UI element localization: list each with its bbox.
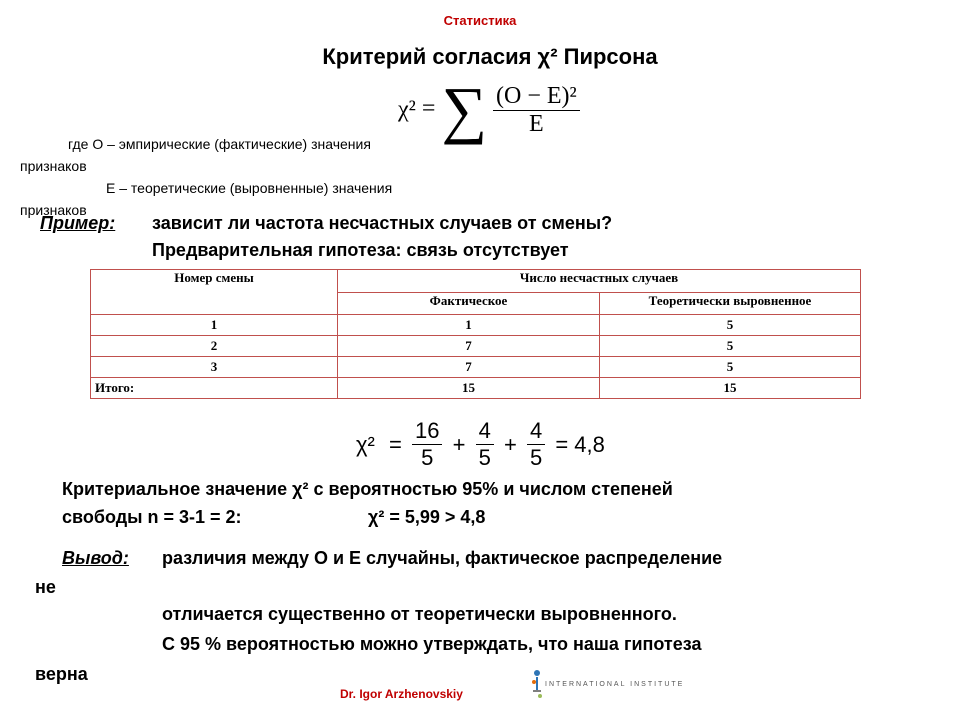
chi-square-calculation <box>352 418 609 471</box>
table-row <box>91 315 861 336</box>
cell-total-theoretical: 15 <box>600 378 861 399</box>
calc-result: = 4,8 <box>555 431 605 457</box>
example-question: зависит ли частота несчастных случаев от смены? <box>152 213 613 233</box>
subheader-theoretical: Теоретически выровненное <box>600 292 861 315</box>
conclusion-line-1: различия между O и E случайны, фактическое распределение <box>162 548 723 568</box>
example-label-text: Пример: <box>40 213 116 233</box>
formula-denominator: E <box>529 110 544 137</box>
subheader-actual: Фактическое <box>338 292 600 315</box>
term-3-denominator: 5 <box>529 445 543 470</box>
slide-title: Критерий согласия χ² Пирсона <box>322 44 658 69</box>
formula-equals: = <box>421 95 436 122</box>
cell-theoretical: 5 <box>600 336 861 357</box>
chi-square-formula <box>398 74 580 150</box>
term-1-numerator: 16 <box>412 418 442 445</box>
table-row <box>91 357 861 378</box>
definition-o-line1: где O – эмпирические (фактические) значения <box>68 136 371 152</box>
definition-e-line1: E – теоретические (выровненные) значения <box>106 180 393 196</box>
logo-text: INTERNATIONAL INSTITUTE <box>545 681 685 688</box>
cell-total-label: Итого: <box>91 378 338 399</box>
critical-line-2b: χ² = 5,99 > 4,8 <box>368 507 486 527</box>
cell-shift: 2 <box>91 336 338 357</box>
table-total-row <box>91 378 861 399</box>
critical-line-1: Критериальное значение χ² с вероятностью 95% и числом степеней <box>62 479 673 499</box>
critical-line-2a: свободы n = 3-1 = 2: <box>62 507 242 527</box>
logo-figure-icon <box>530 668 544 704</box>
table-row <box>91 336 861 357</box>
conclusion-line-1b: не <box>35 577 56 597</box>
definition-o-line2: признаков <box>20 158 87 174</box>
calc-plus-1: + <box>452 431 466 457</box>
calc-term-3 <box>527 418 545 471</box>
conclusion-label-text: Вывод: <box>62 548 129 568</box>
formula-lhs: χ² <box>398 96 416 123</box>
cell-actual: 7 <box>338 357 600 378</box>
calc-plus-2: + <box>503 431 517 457</box>
header-label: Статистика <box>443 13 517 28</box>
author-footer: Dr. Igor Arzhenovskiy <box>340 687 463 701</box>
institute-logo <box>530 668 685 704</box>
calc-term-1 <box>412 418 442 471</box>
header-accidents: Число несчастных случаев <box>338 270 861 293</box>
header-shift: Номер смены <box>91 270 338 315</box>
term-2-numerator: 4 <box>476 418 494 445</box>
example-label <box>40 213 115 234</box>
cell-actual: 7 <box>338 336 600 357</box>
cell-theoretical: 5 <box>600 315 861 336</box>
accidents-table <box>90 269 861 399</box>
conclusion-label <box>62 548 129 569</box>
term-3-numerator: 4 <box>527 418 545 445</box>
conclusion-line-3: С 95 % вероятностью можно утверждать, что наша гипотеза <box>162 634 702 654</box>
cell-actual: 1 <box>338 315 600 336</box>
cell-shift: 3 <box>91 357 338 378</box>
conclusion-line-2: отличается существенно от теоретически выровненного. <box>162 604 677 624</box>
calc-equals: = <box>389 431 402 457</box>
cell-shift: 1 <box>91 315 338 336</box>
formula-numerator: (O − E)² <box>493 83 580 111</box>
conclusion-line-3b: верна <box>35 664 88 684</box>
cell-total-actual: 15 <box>338 378 600 399</box>
term-2-denominator: 5 <box>478 445 491 470</box>
calc-term-2 <box>476 418 494 471</box>
sum-symbol: ∑ <box>441 74 488 145</box>
calc-lhs: χ² <box>356 431 375 457</box>
table-header-row <box>91 270 861 293</box>
cell-theoretical: 5 <box>600 357 861 378</box>
term-1-denominator: 5 <box>421 445 434 470</box>
definition-e-line2: признаков <box>20 202 87 218</box>
example-hypothesis: Предварительная гипотеза: связь отсутствует <box>152 240 569 260</box>
formula-fraction <box>493 83 580 138</box>
